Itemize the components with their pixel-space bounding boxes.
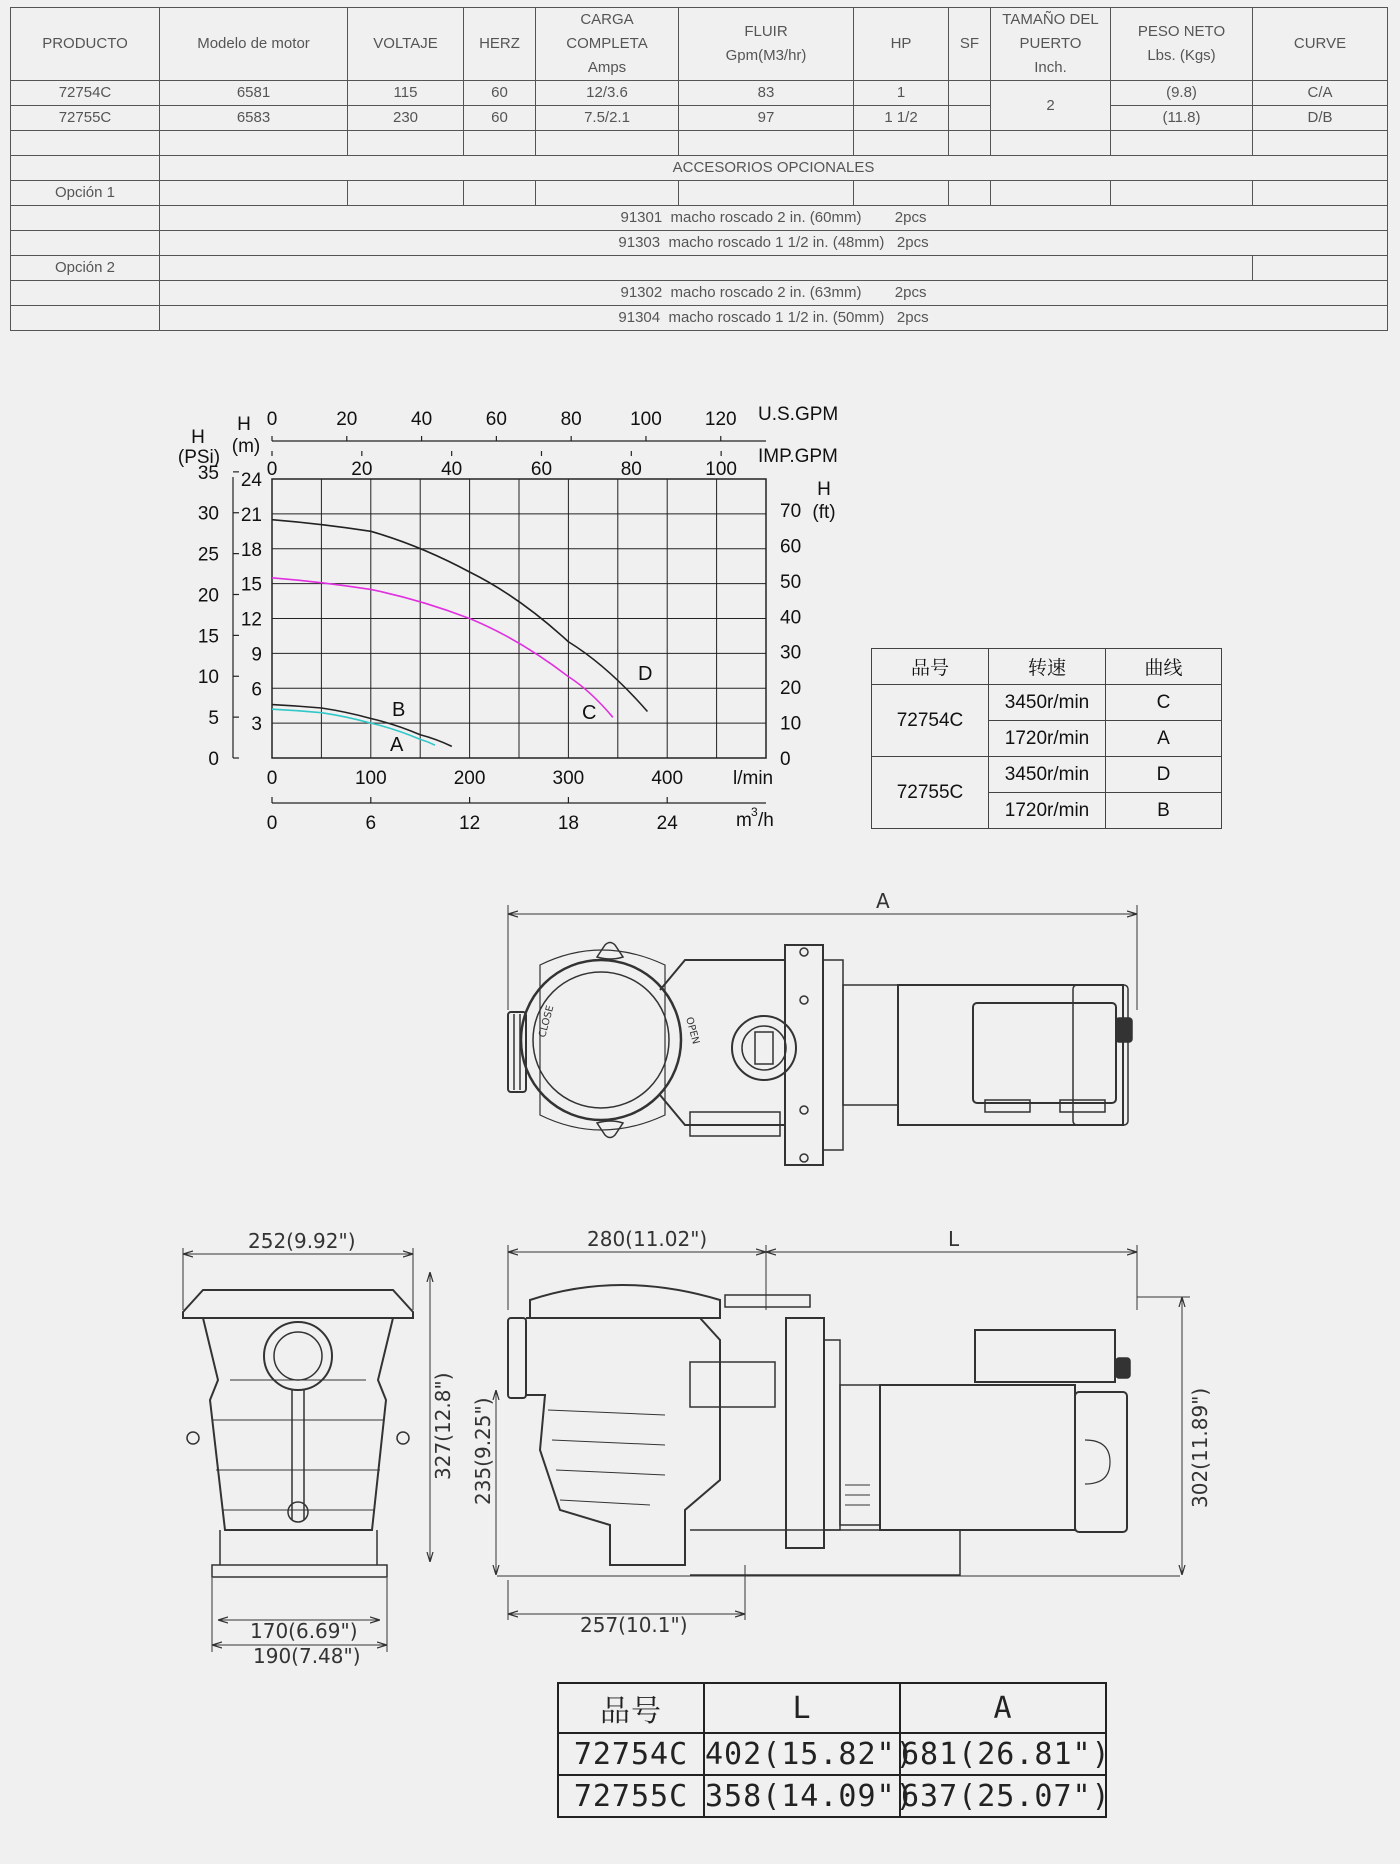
cell-producto: 72754C	[11, 81, 160, 106]
axis-label-m3h-sup: 3	[751, 805, 758, 819]
speed-curve: D	[1106, 757, 1222, 793]
header-carga: CARGA COMPLETA Amps	[536, 8, 679, 81]
cell-peso: (11.8)	[1111, 106, 1253, 131]
tick-label-psi: 20	[197, 585, 219, 607]
header-curve: CURVE	[1253, 8, 1388, 81]
front-height-label: 327(12.8")	[431, 1372, 455, 1480]
speed-rpm: 1720r/min	[989, 721, 1106, 757]
tick-label-hm: 3	[251, 714, 262, 736]
curve-label-C: C	[582, 702, 597, 724]
header-voltaje: VOLTAJE	[348, 8, 464, 81]
cell-hp: 1 1/2	[854, 106, 949, 131]
tick-label-psi: 30	[197, 503, 219, 525]
tick-label-impgpm: 80	[620, 459, 642, 480]
tick-label-lmin: 300	[552, 768, 585, 789]
cell-producto: 72755C	[11, 106, 160, 131]
cell-carga: 7.5/2.1	[536, 106, 679, 131]
curve-D	[272, 520, 647, 712]
cell-hp: 1	[854, 81, 949, 106]
curve-A	[272, 709, 435, 745]
tick-label-hm: 24	[240, 470, 262, 491]
cell-carga: 12/3.6	[536, 81, 679, 106]
cell-curve: D/B	[1253, 106, 1388, 131]
tick-label-m3h: 12	[459, 813, 481, 834]
tick-label-hm: 6	[251, 679, 262, 701]
axis-label-hm-unit: (m)	[231, 436, 261, 457]
tick-label-hm: 18	[240, 539, 262, 561]
accessories-title: ACCESORIOS OPCIONALES	[160, 156, 1388, 181]
option-label: Opción 1	[11, 181, 160, 206]
dims-L: 402(15.82")	[704, 1733, 900, 1775]
lid-open-label: OPEN	[683, 1015, 701, 1046]
tick-label-lmin: 100	[354, 768, 387, 789]
tick-label-psi: 10	[197, 667, 219, 689]
speed-model: 72755C	[872, 757, 989, 829]
cell-modelo: 6583	[160, 106, 348, 131]
header-peso: PESO NETO Lbs. (Kgs)	[1111, 8, 1253, 81]
dims-model: 72755C	[558, 1775, 704, 1817]
tick-label-impgpm: 40	[441, 459, 463, 480]
speed-rpm: 3450r/min	[989, 685, 1106, 721]
header-hp: HP	[854, 8, 949, 81]
axis-label-ft-unit: (ft)	[812, 502, 836, 523]
tick-label-m3h: 6	[365, 813, 377, 834]
axis-label-m3h: m	[736, 810, 752, 831]
tick-label-ft: 70	[780, 500, 802, 522]
axis-label-hm: H	[237, 414, 251, 435]
accessories-row	[11, 156, 1388, 181]
tick-label-lmin: 200	[453, 768, 486, 789]
dimension-A-label: A	[876, 889, 890, 913]
speed-rpm: 3450r/min	[989, 757, 1106, 793]
cell-herz: 60	[464, 106, 536, 131]
tick-label-hm: 15	[240, 574, 262, 596]
tick-label-ft: 40	[780, 607, 802, 629]
dims-header-model: 品号	[558, 1683, 704, 1733]
header-fluir: FLUIR Gpm(M3/hr)	[679, 8, 854, 81]
tick-label-psi: 25	[197, 544, 219, 566]
side-length-label: 280(11.02")	[587, 1227, 708, 1251]
tick-label-ft: 50	[780, 571, 802, 593]
tick-label-ft: 20	[780, 678, 802, 700]
curve-C	[272, 578, 613, 718]
dims-header-L: L	[704, 1683, 900, 1733]
dims-header-A: A	[900, 1683, 1106, 1733]
option-item-row	[11, 231, 1388, 256]
table-row	[558, 1733, 1106, 1775]
tick-label-usgpm: 100	[630, 409, 662, 430]
curve-label-A: A	[390, 734, 404, 756]
side-L-label: L	[948, 1227, 960, 1251]
axis-label-psi: H	[191, 427, 205, 448]
spec-header-row	[11, 8, 1388, 81]
option-row	[11, 256, 1388, 281]
curve-label-D: D	[638, 663, 653, 685]
speed-curve: A	[1106, 721, 1222, 757]
table-row	[558, 1775, 1106, 1817]
axis-label-lmin: l/min	[733, 768, 774, 789]
tick-label-ft: 10	[780, 713, 802, 735]
option-item-row	[11, 206, 1388, 231]
tick-label-hm: 21	[240, 504, 262, 526]
speed-header-row	[872, 649, 1222, 685]
top-view-drawing	[508, 905, 1137, 1165]
tick-label-usgpm: 0	[266, 409, 278, 430]
speed-table	[871, 648, 1222, 829]
cell-fluir: 97	[679, 106, 854, 131]
axis-label-impgpm: IMP.GPM	[758, 446, 838, 467]
dimensions-table	[557, 1682, 1111, 1818]
tick-label-m3h: 24	[656, 813, 678, 834]
axis-label-psi-unit: (PSi)	[177, 447, 221, 468]
option-item: 91301 macho roscado 2 in. (60mm) 2pcs	[160, 206, 1388, 231]
curve-label-B: B	[392, 699, 406, 721]
side-base-label: 257(10.1")	[580, 1613, 688, 1637]
table-row	[872, 685, 1222, 721]
side-view-drawing	[496, 1245, 1190, 1620]
base-inner-label: 170(6.69")	[250, 1619, 358, 1643]
speed-header-curve: 曲线	[1106, 649, 1222, 685]
cell-voltaje: 230	[348, 106, 464, 131]
tick-label-impgpm: 100	[705, 459, 737, 480]
cell-curve: C/A	[1253, 81, 1388, 106]
speed-header-rpm: 转速	[989, 649, 1106, 685]
header-sf: SF	[949, 8, 991, 81]
tick-label-hm: 9	[251, 644, 262, 666]
axis-label-ft: H	[817, 479, 831, 500]
cell-puerto: 2	[991, 81, 1111, 131]
front-view-drawing	[183, 1248, 430, 1652]
side-height-total-label: 302(11.89")	[1188, 1387, 1212, 1508]
front-width-label: 252(9.92")	[248, 1229, 356, 1253]
header-puerto: TAMAÑO DEL PUERTO Inch.	[991, 8, 1111, 81]
cell-fluir: 83	[679, 81, 854, 106]
speed-model: 72754C	[872, 685, 989, 757]
tick-label-lmin: 400	[651, 768, 684, 789]
tick-label-usgpm: 120	[704, 409, 737, 430]
tick-label-m3h: 0	[266, 813, 278, 834]
header-producto: PRODUCTO	[11, 8, 160, 81]
axis-label-m3h-unit: /h	[758, 810, 774, 831]
cell-sf	[949, 81, 991, 106]
dims-header-row	[558, 1683, 1106, 1733]
table-row-empty	[11, 131, 1388, 156]
tick-label-psi: 5	[208, 708, 219, 730]
cell-modelo: 6581	[160, 81, 348, 106]
speed-curve: B	[1106, 793, 1222, 829]
cell-herz: 60	[464, 81, 536, 106]
dims-A: 681(26.81")	[900, 1733, 1106, 1775]
table-row	[11, 106, 1388, 131]
speed-header-model: 品号	[872, 649, 989, 685]
tick-label-m3h: 18	[557, 813, 579, 834]
table-row	[872, 757, 1222, 793]
tick-label-ft: 30	[780, 642, 802, 664]
option-item: 91304 macho roscado 1 1/2 in. (50mm) 2pcs	[160, 306, 1388, 331]
dims-A: 637(25.07")	[900, 1775, 1106, 1817]
lid-close-label: CLOSE	[537, 1004, 557, 1039]
tick-label-ft: 60	[780, 536, 802, 558]
base-outer-label: 190(7.48")	[253, 1644, 361, 1668]
cell-peso: (9.8)	[1111, 81, 1253, 106]
side-height-inlet-label: 235(9.25")	[471, 1397, 495, 1505]
spec-table	[10, 7, 1388, 331]
tick-label-impgpm: 20	[351, 459, 373, 480]
option-row	[11, 181, 1388, 206]
tick-label-hm: 12	[240, 609, 262, 631]
curve-B	[272, 705, 452, 747]
cell-sf	[949, 106, 991, 131]
tick-label-psi: 35	[197, 462, 219, 484]
tick-label-ft: 0	[780, 749, 791, 770]
tick-label-impgpm: 0	[266, 459, 278, 480]
tick-label-impgpm: 60	[530, 459, 553, 480]
option-label: Opción 2	[11, 256, 160, 281]
cell-voltaje: 115	[348, 81, 464, 106]
header-herz: HERZ	[464, 8, 536, 81]
speed-rpm: 1720r/min	[989, 793, 1106, 829]
tick-label-usgpm: 60	[485, 409, 507, 430]
tick-label-lmin: 0	[266, 768, 278, 789]
option-item-row	[11, 306, 1388, 331]
tick-label-usgpm: 80	[560, 409, 582, 430]
option-item: 91303 macho roscado 1 1/2 in. (48mm) 2pcs	[160, 231, 1388, 256]
dims-model: 72754C	[558, 1733, 704, 1775]
tick-label-usgpm: 20	[336, 409, 358, 430]
tick-label-usgpm: 40	[411, 409, 433, 430]
option-item: 91302 macho roscado 2 in. (63mm) 2pcs	[160, 281, 1388, 306]
speed-curve: C	[1106, 685, 1222, 721]
table-row	[11, 81, 1388, 106]
plot-frame	[272, 479, 766, 758]
tick-label-psi: 15	[197, 626, 219, 648]
option-item-row	[11, 281, 1388, 306]
header-modelo: Modelo de motor	[160, 8, 348, 81]
dims-L: 358(14.09")	[704, 1775, 900, 1817]
tick-label-psi: 0	[208, 749, 219, 770]
axis-label-usgpm: U.S.GPM	[758, 404, 839, 425]
